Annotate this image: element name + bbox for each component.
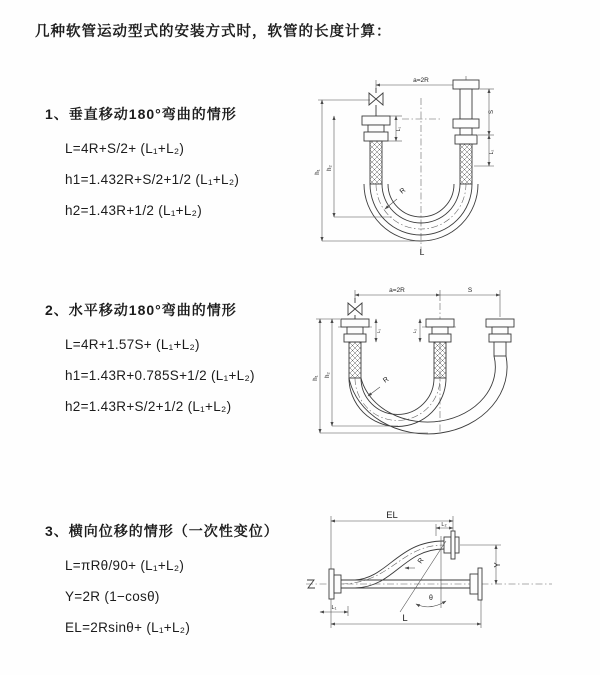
section-2-heading: 2、水平移动180°弯曲的情形	[45, 302, 237, 318]
left-pipe-fitting	[362, 116, 390, 141]
section-3-heading: 3、横向位移的情形（一次性变位）	[45, 523, 279, 539]
dimension-label-l1: L₁	[376, 328, 381, 334]
formula-line: Y=2R (1−cosθ)	[65, 589, 160, 604]
valve-icon	[348, 298, 362, 319]
dimension-label-h1: h₁	[313, 375, 319, 381]
radius-leader	[368, 387, 380, 396]
dimension-label-h2: h₂	[327, 165, 333, 171]
braided-hose-left	[370, 141, 382, 184]
u-bend-hose	[349, 356, 507, 434]
section-1-heading: 1、垂直移动180°弯曲的情形	[45, 106, 237, 122]
dimension-label-s: S	[489, 109, 495, 115]
diagram-horizontal-180-bend	[310, 283, 562, 469]
formula-line: h2=1.43R+S/2+1/2 (L₁+L₂)	[65, 399, 232, 414]
dimension-label-el: EL	[386, 510, 398, 521]
formula-line: h1=1.43R+0.785S+1/2 (L₁+L₂)	[65, 368, 255, 383]
radius-label: R	[398, 186, 408, 196]
upper-flange	[444, 531, 459, 559]
formula-line: EL=2Rsinθ+ (L₁+L₂)	[65, 620, 191, 635]
dimension-label-l1: L₁	[396, 126, 402, 132]
right-pipe-fitting	[453, 80, 479, 144]
diagram-vertical-180-bend	[312, 72, 548, 264]
diagram-lateral-displacement	[300, 508, 600, 660]
formula-line: h2=1.43R+1/2 (L₁+L₂)	[65, 203, 203, 218]
dimension-label-l1: L₁	[331, 605, 337, 611]
dimension-label-y: Y	[493, 562, 502, 568]
dimension-label-l2: L₂	[489, 149, 495, 155]
dimension-label-span: a=2R	[389, 287, 405, 294]
section-lateral-displacement	[45, 521, 279, 643]
length-label: L	[419, 247, 425, 257]
section-horizontal-movement	[45, 300, 255, 422]
middle-pipe-fitting	[426, 319, 454, 342]
formula-line: L=πRθ/90+ (L₁+L₂)	[65, 558, 185, 573]
theta-label: θ	[429, 595, 433, 602]
formula-line: L=4R+1.57S+ (L₁+L₂)	[65, 337, 200, 352]
dimension-label-l: L	[402, 613, 408, 624]
left-pipe-fitting	[341, 319, 369, 342]
valve-icon	[369, 88, 383, 116]
dimension-label-l2: L₂	[412, 328, 417, 334]
right-pipe-fitting	[486, 319, 514, 356]
page-title: 几种软管运动型式的安装方式时，软管的长度计算：	[35, 24, 392, 40]
dimension-label-s: S	[467, 287, 473, 294]
braided-hose-right	[460, 144, 472, 184]
dimension-label-h1: h₁	[315, 169, 321, 175]
section-vertical-movement	[45, 104, 239, 226]
radius-label: R	[416, 556, 426, 566]
right-flange	[470, 568, 482, 600]
dimension-label-span: a=2R	[413, 77, 429, 84]
dimension-label-h2: h₂	[325, 372, 331, 378]
braided-hose-left	[349, 342, 361, 378]
left-flange	[329, 569, 341, 599]
formula-line: L=4R+S/2+ (L₁+L₂)	[65, 141, 185, 156]
dimension-label-l2: L₂	[441, 522, 447, 528]
formula-line: h1=1.432R+S/2+1/2 (L₁+L₂)	[65, 172, 240, 187]
s-curve-hose	[341, 541, 444, 588]
radius-label: R	[382, 376, 391, 385]
braided-hose-middle	[434, 342, 446, 378]
